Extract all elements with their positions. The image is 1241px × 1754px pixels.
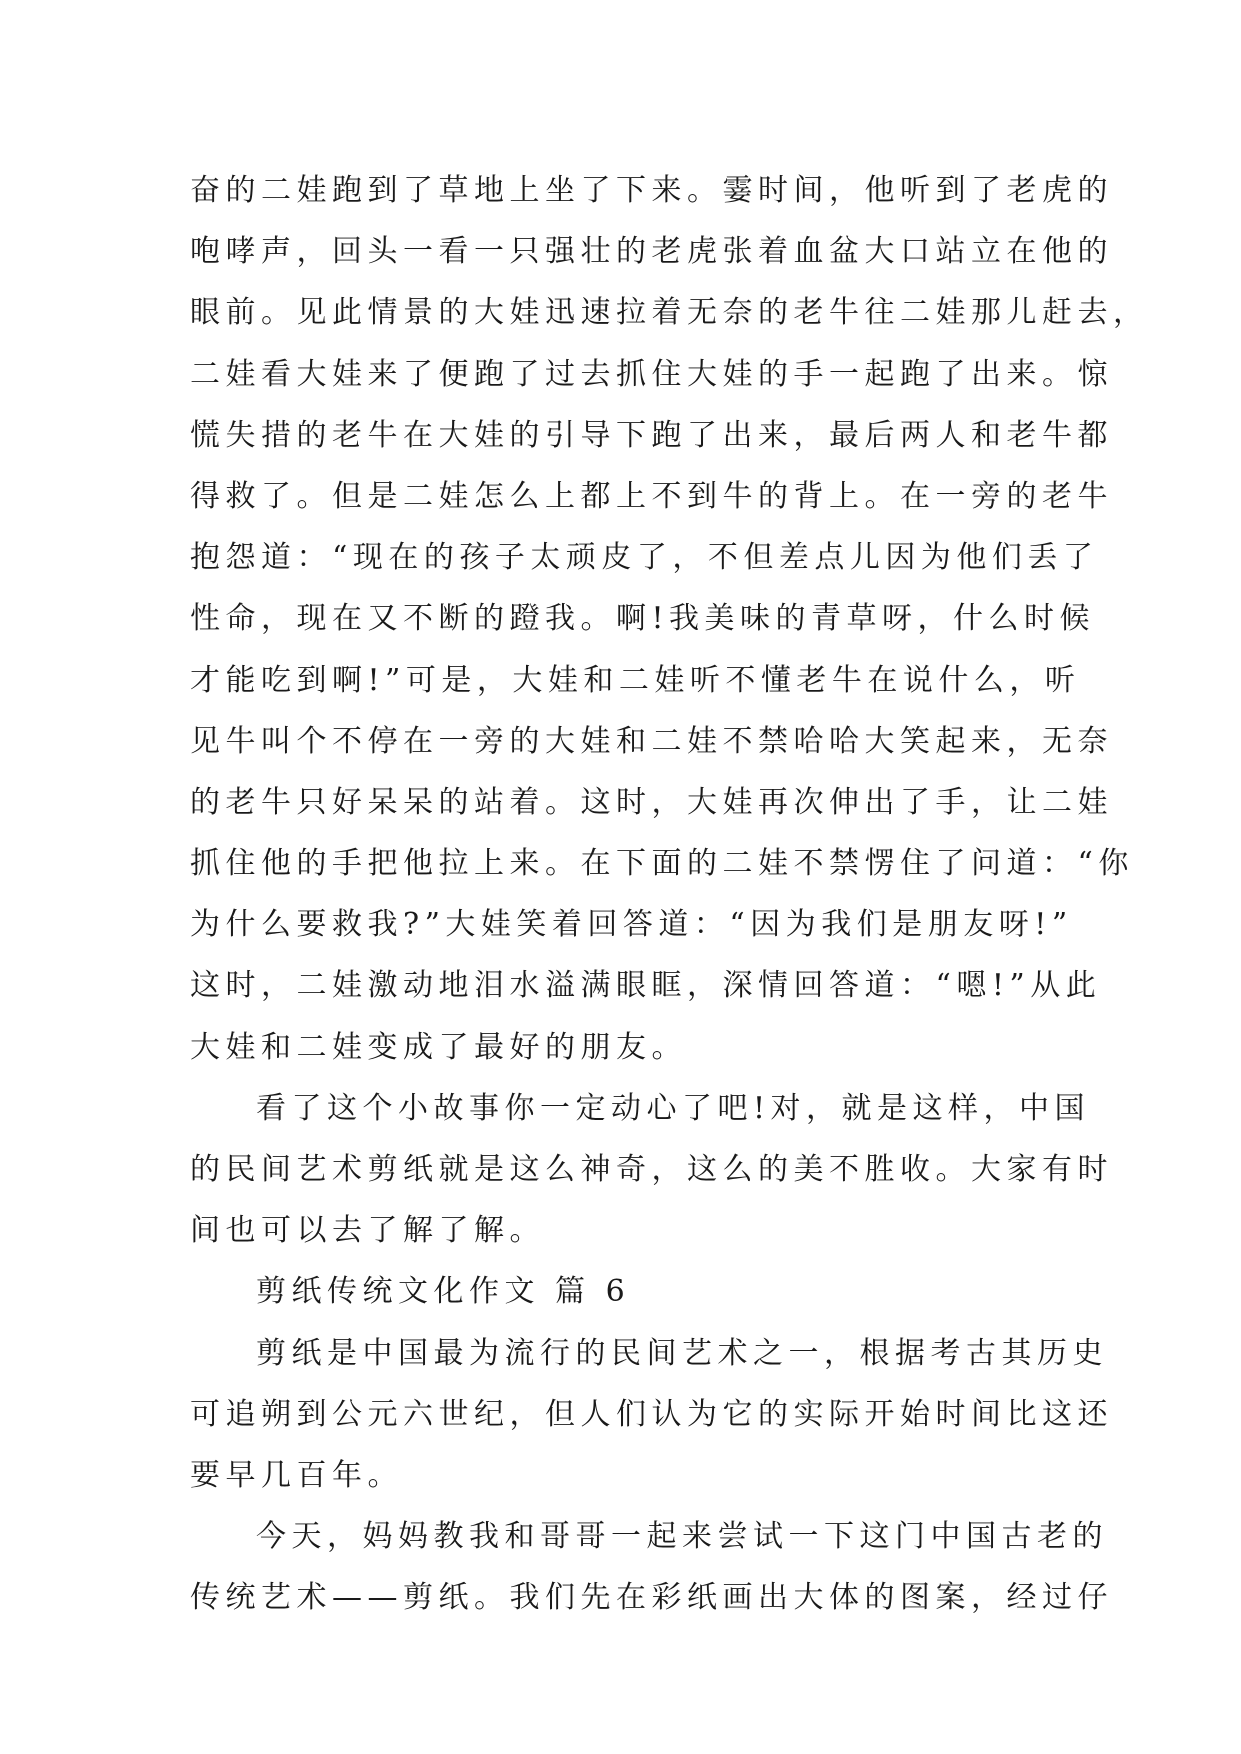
paragraph-start-line: 剪纸是中国最为流行的民间艺术之一，根据考古其历史 — [256, 1335, 1108, 1371]
text-line: 才能吃到啊!”可是，大娃和二娃听不懂老牛在说什么，听 — [190, 662, 1081, 698]
text-line: 要早几百年。 — [190, 1457, 403, 1493]
text-line: 传统艺术——剪纸。我们先在彩纸画出大体的图案，经过仔 — [190, 1580, 1113, 1616]
text-line: 二娃看大娃来了便跑了过去抓住大娃的手一起跑了出来。惊 — [190, 356, 1113, 392]
text-line: 眼前。见此情景的大娃迅速拉着无奈的老牛往二娃那儿赶去， — [190, 295, 1149, 331]
text-line: 抱怨道：“现在的孩子太顽皮了，不但差点儿因为他们丢了 — [190, 540, 1099, 576]
text-line: 为什么要救我?”大娃笑着回答道：“因为我们是朋友呀!” — [190, 907, 1073, 943]
text-line: 大娃和二娃变成了最好的朋友。 — [190, 1029, 687, 1065]
text-line: 性命，现在又不断的蹬我。啊!我美味的青草呀，什么时候 — [190, 601, 1096, 637]
text-line: 抓住他的手把他拉上来。在下面的二娃不禁愣住了问道：“你 — [190, 846, 1134, 882]
text-line: 慌失措的老牛在大娃的引导下跑了出来，最后两人和老牛都 — [190, 417, 1113, 453]
section-heading: 剪纸传统文化作文 篇 6 — [256, 1274, 631, 1310]
text-line: 得救了。但是二娃怎么上都上不到牛的背上。在一旁的老牛 — [190, 478, 1113, 514]
text-line: 奋的二娃跑到了草地上坐了下来。霎时间，他听到了老虎的 — [190, 173, 1113, 208]
text-line: 见牛叫个不停在一旁的大娃和二娃不禁哈哈大笑起来，无奈 — [190, 723, 1113, 759]
paragraph-start-line: 今天，妈妈教我和哥哥一起来尝试一下这门中国古老的 — [256, 1519, 1108, 1555]
text-line: 这时，二娃激动地泪水溢满眼眶，深情回答道：“嗯!”从此 — [190, 968, 1102, 1004]
text-line: 的民间艺术剪纸就是这么神奇，这么的美不胜收。大家有时 — [190, 1152, 1113, 1187]
document-body — [190, 160, 1149, 1629]
text-line: 可追朔到公元六世纪，但人们认为它的实际开始时间比这还 — [190, 1396, 1113, 1432]
text-line: 咆哮声，回头一看一只强壮的老虎张着血盆大口站立在他的 — [190, 234, 1113, 270]
text-line: 的老牛只好呆呆的站着。这时，大娃再次伸出了手，让二娃 — [190, 784, 1113, 820]
paragraph-start-line: 看了这个小故事你一定动心了吧!对，就是这样，中国 — [256, 1090, 1091, 1126]
text-line: 间也可以去了解了解。 — [190, 1213, 545, 1249]
